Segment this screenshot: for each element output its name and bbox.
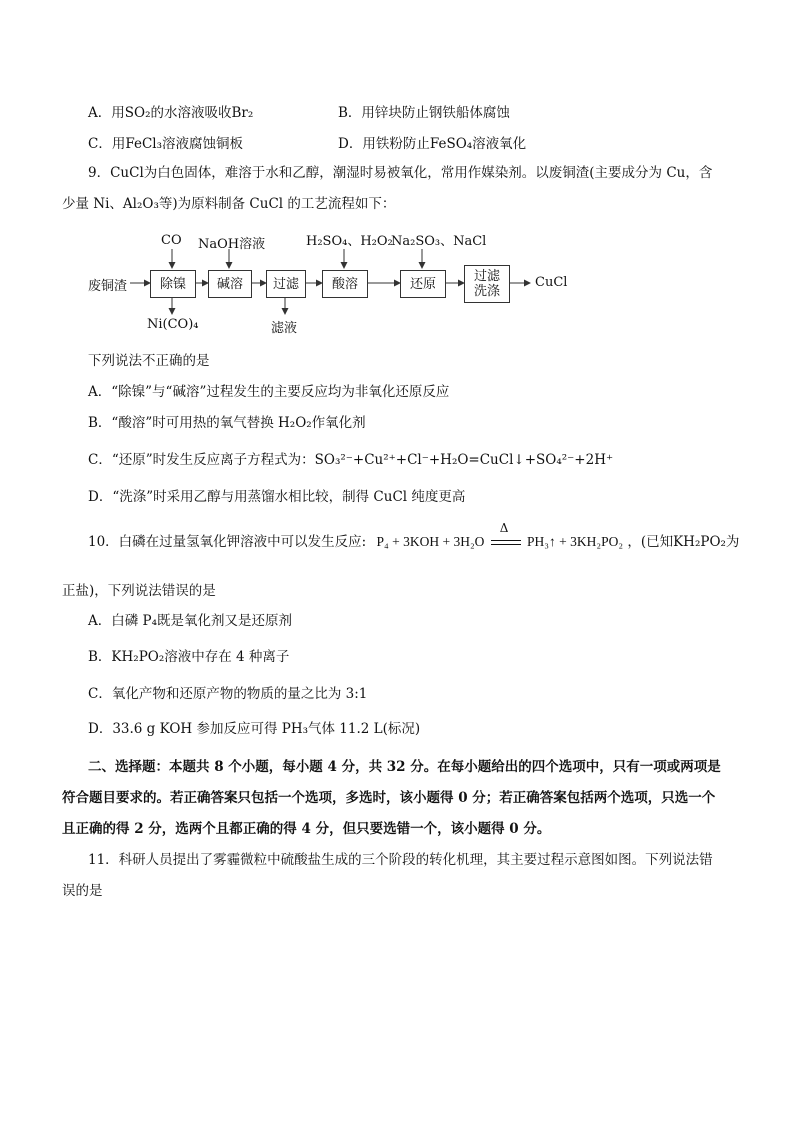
q10-option-a: A．白磷 P₄既是氧化剂又是还原剂 xyxy=(88,613,293,629)
section2-line1: 二、选择题：本题共 8 个小题，每小题 4 分，共 32 分。在每小题给出的四个选项中，只有一项或两项是 xyxy=(88,759,721,775)
flow-output-filtrate: 滤液 xyxy=(271,321,298,336)
prev-option-b: B．用锌块防止钢铁船体腐蚀 xyxy=(338,105,510,121)
q10-option-b: B．KH₂PO₂溶液中存在 4 种离子 xyxy=(88,649,290,665)
q9-option-b: B．“酸溶”时可用热的氧气替换 H₂O₂作氧化剂 xyxy=(88,415,366,431)
flow-input-naoh: NaOH溶液 xyxy=(198,237,266,252)
q11-line1: 11．科研人员提出了雾霾微粒中硫酸盐生成的三个阶段的转化机理，其主要过程示意图如图。下列说法错 xyxy=(88,852,713,868)
q10-stem-prefix: 10．白磷在过量氢氧化钾溶液中可以发生反应: xyxy=(88,534,367,550)
flow-step-filter-wash: 过滤 洗涤 xyxy=(464,265,510,303)
q9-option-a: A．“除镍”与“碱溶”过程发生的主要反应均为非氧化还原反应 xyxy=(88,384,450,400)
flow-input-h2so4-h2o2: H₂SO₄、H₂O₂ xyxy=(306,234,393,249)
q9-question: 下列说法不正确的是 xyxy=(88,353,210,369)
flow-step-filter: 过滤 xyxy=(266,270,306,298)
flow-input-co: CO xyxy=(161,233,182,248)
prev-option-d: D．用铁粉防止FeSO₄溶液氧化 xyxy=(338,136,527,152)
q10-equation-right: PH₃↑ + 3KH₂PO₂ xyxy=(527,534,624,549)
q10-equation-condition: Δ xyxy=(499,521,509,535)
q9-option-c: C．“还原”时发生反应离子方程式为：SO₃²⁻+Cu²⁺+Cl⁻+H₂O=CuCl↓+SO₄²⁻+2H⁺ xyxy=(88,452,614,468)
flow-start: 废铜渣 xyxy=(88,279,128,294)
section2-line3: 且正确的得 2 分，选两个且都正确的得 4 分，但只要选错一个，该小题得 0 分。 xyxy=(62,821,551,837)
q10-equation-left: P₄ + 3KOH + 3H₂O xyxy=(376,534,485,549)
flow-step-reduce: 还原 xyxy=(400,270,446,298)
q11-line2: 误的是 xyxy=(62,883,103,899)
q9-stem-line2: 少量 Ni、Al₂O₃等)为原料制备 CuCl 的工艺流程如下： xyxy=(62,196,396,212)
q10-option-c: C．氧化产物和还原产物的物质的量之比为 3:1 xyxy=(88,686,368,702)
q10-stem-suffix: ，(已知KH₂PO₂为 xyxy=(627,534,740,550)
q9-option-d: D．“洗涤”时采用乙醇与用蒸馏水相比较，制得 CuCl 纯度更高 xyxy=(88,489,466,505)
q10-equation-arrow xyxy=(489,521,523,552)
flow-input-na2so3-nacl: Na₂SO₃、NaCl xyxy=(391,234,487,249)
prev-option-a: A．用SO₂的水溶液吸收Br₂ xyxy=(88,105,254,121)
q10-stem-line1 xyxy=(88,521,740,552)
flow-output-nico4: Ni(CO)₄ xyxy=(147,317,199,332)
flow-step-acid-dissolve: 酸溶 xyxy=(322,270,368,298)
q9-stem-line1: 9．CuCl为白色固体，难溶于水和乙醇，潮湿时易被氧化，常用作媒染剂。以废铜渣(主要成分为 Cu，含 xyxy=(88,165,713,181)
flow-step-alkali-dissolve: 碱溶 xyxy=(208,270,252,298)
prev-option-c: C．用FeCl₃溶液腐蚀铜板 xyxy=(88,136,244,152)
equals-sign-icon xyxy=(491,540,521,545)
q10-stem-line2: 正盐)，下列说法错误的是 xyxy=(62,583,216,599)
flow-end: CuCl xyxy=(535,275,568,290)
section2-line2: 符合题目要求的。若正确答案只包括一个选项，多选时，该小题得 0 分；若正确答案包括两个选项，只选一个 xyxy=(62,790,716,806)
flow-step-remove-nickel: 除镍 xyxy=(150,270,196,298)
q10-option-d: D．33.6 g KOH 参加反应可得 PH₃气体 11.2 L(标况) xyxy=(88,721,421,737)
